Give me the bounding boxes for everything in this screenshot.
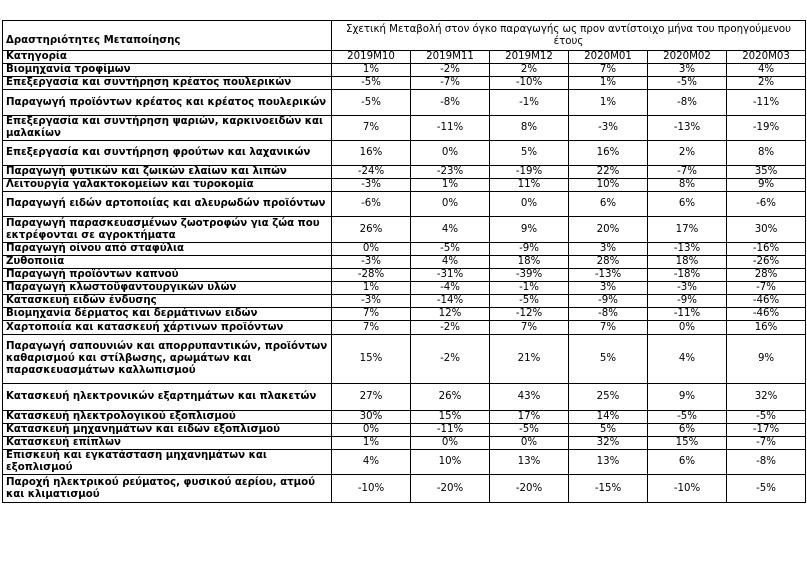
- value-cell: -7%: [411, 77, 490, 90]
- value-cell: -10%: [332, 475, 411, 503]
- value-cell: 13%: [490, 450, 569, 475]
- value-cell: -5%: [727, 411, 806, 424]
- value-cell: -13%: [648, 243, 727, 256]
- value-cell: 2%: [490, 64, 569, 77]
- row-label: Κατασκευή μηχανημάτων και ειδών εξοπλισμού: [3, 424, 332, 437]
- value-cell: -10%: [648, 475, 727, 503]
- category-header: Κατηγορία: [3, 51, 332, 64]
- value-cell: 8%: [648, 179, 727, 192]
- row-label: Χαρτοποιία και κατασκευή χάρτινων προϊόντων: [3, 321, 332, 335]
- value-cell: 22%: [569, 166, 648, 179]
- value-cell: 18%: [490, 256, 569, 269]
- table-row: [3, 64, 806, 77]
- value-cell: 0%: [648, 321, 727, 335]
- value-cell: 0%: [332, 424, 411, 437]
- table-row: [3, 90, 806, 116]
- row-label: Ζυθοποιία: [3, 256, 332, 269]
- value-cell: -1%: [490, 90, 569, 116]
- value-cell: 15%: [332, 335, 411, 384]
- row-label: Παραγωγή ειδών αρτοποιίας και αλευρωδών προϊόντων: [3, 192, 332, 217]
- value-cell: -10%: [490, 77, 569, 90]
- period-header: 2020M03: [727, 51, 806, 64]
- row-label: Κατασκευή επίπλων: [3, 437, 332, 450]
- value-cell: 10%: [411, 450, 490, 475]
- table-row: [3, 475, 806, 503]
- value-cell: 4%: [411, 217, 490, 243]
- value-cell: -6%: [727, 192, 806, 217]
- value-cell: -2%: [411, 335, 490, 384]
- value-cell: -2%: [411, 64, 490, 77]
- value-cell: -5%: [648, 77, 727, 90]
- value-cell: -5%: [727, 475, 806, 503]
- value-cell: 5%: [490, 141, 569, 166]
- table-row: [3, 243, 806, 256]
- row-label: Παραγωγή παρασκευασμένων ζωοτροφών για ζώα που εκτρέφονται σε αγροκτήματα: [3, 217, 332, 243]
- value-cell: -7%: [727, 282, 806, 295]
- table-row: [3, 411, 806, 424]
- table-row: [3, 166, 806, 179]
- value-cell: -7%: [727, 437, 806, 450]
- table-row: [3, 269, 806, 282]
- value-cell: -31%: [411, 269, 490, 282]
- value-cell: 4%: [411, 256, 490, 269]
- table-row: [3, 424, 806, 437]
- value-cell: -18%: [648, 269, 727, 282]
- row-label: Επεξεργασία και συντήρηση κρέατος πουλερικών: [3, 77, 332, 90]
- value-cell: -6%: [332, 192, 411, 217]
- value-cell: -15%: [569, 475, 648, 503]
- value-cell: 3%: [569, 243, 648, 256]
- value-cell: 6%: [648, 424, 727, 437]
- row-label: Επεξεργασία και συντήρηση ψαριών, καρκινοειδών και μαλακίων: [3, 116, 332, 141]
- value-cell: -13%: [648, 116, 727, 141]
- value-cell: -28%: [332, 269, 411, 282]
- value-cell: 10%: [569, 179, 648, 192]
- value-cell: 32%: [569, 437, 648, 450]
- value-cell: -3%: [569, 116, 648, 141]
- value-cell: -5%: [490, 295, 569, 308]
- value-cell: -5%: [490, 424, 569, 437]
- value-cell: 1%: [569, 90, 648, 116]
- table-row: [3, 384, 806, 411]
- value-cell: 30%: [727, 217, 806, 243]
- value-cell: 11%: [490, 179, 569, 192]
- value-cell: 7%: [569, 321, 648, 335]
- value-cell: 4%: [648, 335, 727, 384]
- value-cell: 13%: [569, 450, 648, 475]
- value-cell: -2%: [411, 321, 490, 335]
- value-cell: 32%: [727, 384, 806, 411]
- value-cell: -3%: [332, 295, 411, 308]
- value-cell: -46%: [727, 295, 806, 308]
- value-cell: -11%: [727, 90, 806, 116]
- value-cell: 0%: [332, 243, 411, 256]
- value-cell: 8%: [490, 116, 569, 141]
- row-label: Παραγωγή κλωστοϋφαντουργικών υλών: [3, 282, 332, 295]
- value-cell: -8%: [411, 90, 490, 116]
- value-cell: 17%: [648, 217, 727, 243]
- row-label: Παροχή ηλεκτρικού ρεύματος, φυσικού αερίου, ατμού και κλιματισμού: [3, 475, 332, 503]
- table-row: [3, 141, 806, 166]
- value-cell: 27%: [332, 384, 411, 411]
- table-row: [3, 295, 806, 308]
- row-label: Βιομηχανία τροφίμων: [3, 64, 332, 77]
- period-header: 2019M11: [411, 51, 490, 64]
- production-change-table: [2, 20, 806, 503]
- value-cell: 20%: [569, 217, 648, 243]
- value-cell: -46%: [727, 308, 806, 321]
- table-row: [3, 321, 806, 335]
- value-cell: 26%: [332, 217, 411, 243]
- value-cell: 7%: [332, 116, 411, 141]
- value-cell: -20%: [490, 475, 569, 503]
- value-cell: -5%: [648, 411, 727, 424]
- value-cell: -8%: [569, 308, 648, 321]
- table-row: [3, 450, 806, 475]
- table-row: [3, 179, 806, 192]
- value-cell: 12%: [411, 308, 490, 321]
- value-cell: -19%: [490, 166, 569, 179]
- row-label: Παραγωγή φυτικών και ζωικών ελαίων και λιπών: [3, 166, 332, 179]
- value-cell: -12%: [490, 308, 569, 321]
- value-cell: 6%: [569, 192, 648, 217]
- row-label: Κατασκευή ειδών ένδυσης: [3, 295, 332, 308]
- row-label: Επεξεργασία και συντήρηση φρούτων και λαχανικών: [3, 141, 332, 166]
- value-cell: 15%: [648, 437, 727, 450]
- value-cell: 0%: [490, 437, 569, 450]
- value-cell: 35%: [727, 166, 806, 179]
- value-cell: 26%: [411, 384, 490, 411]
- value-cell: 30%: [332, 411, 411, 424]
- value-cell: 4%: [727, 64, 806, 77]
- period-header: 2020M02: [648, 51, 727, 64]
- value-cell: -9%: [648, 295, 727, 308]
- value-cell: 7%: [569, 64, 648, 77]
- table-row: [3, 77, 806, 90]
- row-label: Παραγωγή σαπουνιών και απορρυπαντικών, προϊόντων καθαρισμού και στίλβωσης, αρωμάτων και παρασκευασμάτων καλλωπισμού: [3, 335, 332, 384]
- table-row: [3, 256, 806, 269]
- table-row: [3, 282, 806, 295]
- table-row: [3, 116, 806, 141]
- value-cell: -8%: [648, 90, 727, 116]
- value-cell: 14%: [569, 411, 648, 424]
- value-cell: -39%: [490, 269, 569, 282]
- value-cell: -8%: [727, 450, 806, 475]
- row-label: Παραγωγή προϊόντων καπνού: [3, 269, 332, 282]
- value-cell: -11%: [648, 308, 727, 321]
- value-cell: -11%: [411, 424, 490, 437]
- value-cell: 6%: [648, 192, 727, 217]
- value-cell: -9%: [569, 295, 648, 308]
- row-label: Παραγωγή προϊόντων κρέατος και κρέατος πουλερικών: [3, 90, 332, 116]
- value-cell: 2%: [648, 141, 727, 166]
- value-cell: 43%: [490, 384, 569, 411]
- value-cell: -3%: [332, 256, 411, 269]
- row-label: Βιομηχανία δέρματος και δερμάτινων ειδών: [3, 308, 332, 321]
- value-cell: -1%: [490, 282, 569, 295]
- value-cell: 3%: [569, 282, 648, 295]
- period-header: 2020M01: [569, 51, 648, 64]
- value-cell: 15%: [411, 411, 490, 424]
- value-cell: 7%: [332, 321, 411, 335]
- value-cell: 0%: [490, 192, 569, 217]
- table-row: [3, 192, 806, 217]
- value-cell: 9%: [490, 217, 569, 243]
- value-cell: 28%: [569, 256, 648, 269]
- value-cell: -24%: [332, 166, 411, 179]
- value-cell: 9%: [648, 384, 727, 411]
- table-row: [3, 335, 806, 384]
- value-cell: 16%: [569, 141, 648, 166]
- value-cell: -3%: [648, 282, 727, 295]
- value-cell: 9%: [727, 179, 806, 192]
- value-cell: 4%: [332, 450, 411, 475]
- value-cell: -19%: [727, 116, 806, 141]
- value-cell: 0%: [411, 192, 490, 217]
- value-cell: 3%: [648, 64, 727, 77]
- value-cell: -17%: [727, 424, 806, 437]
- row-label: Επισκευή και εγκατάσταση μηχανημάτων και εξοπλισμού: [3, 450, 332, 475]
- value-cell: 0%: [411, 437, 490, 450]
- value-cell: 28%: [727, 269, 806, 282]
- value-cell: 18%: [648, 256, 727, 269]
- value-cell: 16%: [727, 321, 806, 335]
- value-cell: -5%: [411, 243, 490, 256]
- value-cell: 2%: [727, 77, 806, 90]
- table-row: [3, 308, 806, 321]
- value-cell: -5%: [332, 90, 411, 116]
- value-cell: -23%: [411, 166, 490, 179]
- value-cell: 0%: [411, 141, 490, 166]
- value-cell: 8%: [727, 141, 806, 166]
- value-cell: 5%: [569, 335, 648, 384]
- value-cell: -7%: [648, 166, 727, 179]
- row-label: Παραγωγή οίνου από σταφύλια: [3, 243, 332, 256]
- table-row: [3, 437, 806, 450]
- value-cell: 1%: [332, 64, 411, 77]
- value-cell: 9%: [727, 335, 806, 384]
- value-cell: 7%: [332, 308, 411, 321]
- value-cell: 16%: [332, 141, 411, 166]
- value-cell: 17%: [490, 411, 569, 424]
- value-cell: -4%: [411, 282, 490, 295]
- group-header: Σχετική Μεταβολή στον όγκο παραγωγής ως προν αντίστοιχο μήνα του προηγούμενου έτους: [332, 21, 806, 51]
- value-cell: -13%: [569, 269, 648, 282]
- value-cell: -16%: [727, 243, 806, 256]
- value-cell: 1%: [411, 179, 490, 192]
- value-cell: -9%: [490, 243, 569, 256]
- value-cell: 1%: [332, 282, 411, 295]
- value-cell: 5%: [569, 424, 648, 437]
- table-row: [3, 217, 806, 243]
- period-header: 2019M10: [332, 51, 411, 64]
- value-cell: 21%: [490, 335, 569, 384]
- value-cell: -5%: [332, 77, 411, 90]
- value-cell: -3%: [332, 179, 411, 192]
- table-title: Δραστηριότητες Μεταποίησης: [3, 21, 332, 51]
- value-cell: -20%: [411, 475, 490, 503]
- value-cell: 6%: [648, 450, 727, 475]
- value-cell: 25%: [569, 384, 648, 411]
- period-header: 2019M12: [490, 51, 569, 64]
- value-cell: 7%: [490, 321, 569, 335]
- value-cell: 1%: [332, 437, 411, 450]
- value-cell: -11%: [411, 116, 490, 141]
- row-label: Κατασκευή ηλεκτρολογικού εξοπλισμού: [3, 411, 332, 424]
- value-cell: 1%: [569, 77, 648, 90]
- row-label: Λειτουργία γαλακτοκομείων και τυροκομία: [3, 179, 332, 192]
- value-cell: -26%: [727, 256, 806, 269]
- row-label: Κατασκευή ηλεκτρονικών εξαρτημάτων και πλακετών: [3, 384, 332, 411]
- value-cell: -14%: [411, 295, 490, 308]
